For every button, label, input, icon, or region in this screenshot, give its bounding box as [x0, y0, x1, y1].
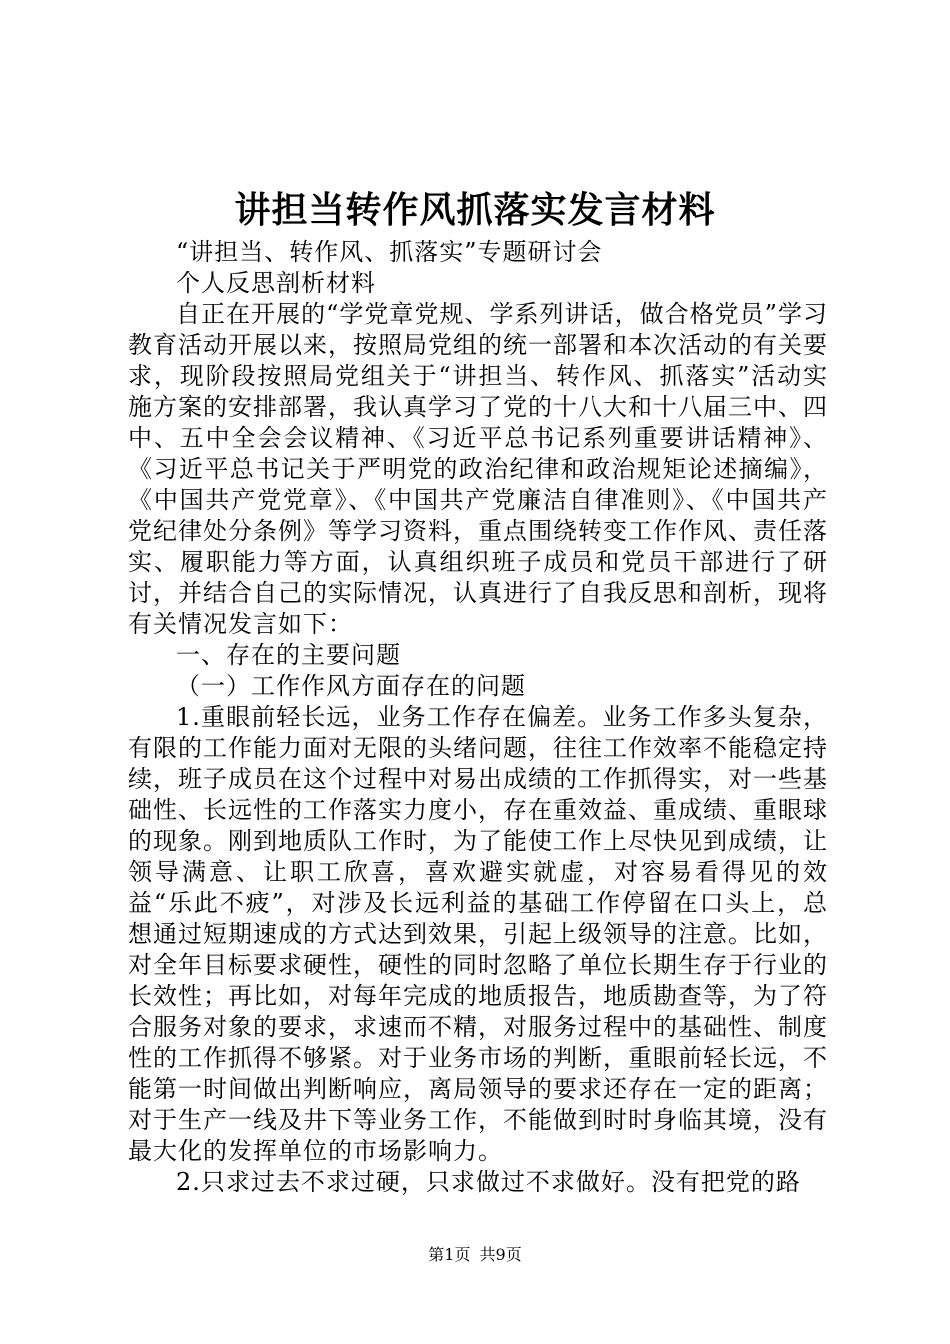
page-number: 第1页 [428, 1245, 471, 1264]
document-body [128, 237, 828, 1198]
body-paragraph-2: 2.只求过去不求过硬，只求做过不求做好。没有把党的路 [176, 1168, 801, 1196]
subtitle-line-2: 个人反思剖析材料 [176, 269, 376, 297]
subtitle-line-1: “讲担当、转作风、抓落实”专题研讨会 [176, 238, 603, 266]
document-title: 讲担当转作风抓落实发言材料 [234, 189, 716, 231]
intro-paragraph: 自正在开展的“学党章党规、学系列讲话，做合格党员”学习教育活动开展以来，按照局党组的统一部署和本次活动的有关要求，现阶段按照局党组关于“讲担当、转作风、抓落实”活动实施方案的安排部署，我认真学习了党的十八大和十八届三中、四中、五中全会会议精神、《习近平总书记系列重要讲话精神》、《习近平总书记关于严明党的政治纪律和政治规矩论述摘编》，《中国共产党党章》、《中国共产党廉洁自律准则》、《中国共产党纪律处分条例》等学习资料，重点围绕转变工作作风、责任落实、履职能力等方面，认真组织班子成员和党员干部进行了研讨，并结合自己的实际情况，认真进行了自我反思和剖析，现将有关情况发言如下： [128, 300, 828, 638]
subsection-heading-1: （一）工作作风方面存在的问题 [176, 672, 526, 700]
section-heading-1: 一、存在的主要问题 [176, 641, 401, 669]
page-footer [0, 1245, 950, 1265]
body-paragraph-1: 1.重眼前轻长远，业务工作存在偏差。业务工作多头复杂，有限的工作能力面对无限的头绪问题，往往工作效率不能稳定持续，班子成员在这个过程中对易出成绩的工作抓得实，对一些基础性、长远性的工作落实力度小，存在重效益、重成绩、重眼球的现象。刚到地质队工作时，为了能使工作上尽快见到成绩，让领导满意、让职工欣喜，喜欢避实就虚，对容易看得见的效益“乐此不疲”，对涉及长远利益的基础工作停留在口头上，总想通过短期速成的方式达到效果，引起上级领导的注意。比如，对全年目标要求硬性，硬性的同时忽略了单位长期生存于行业的长效性；再比如，对每年完成的地质报告，地质勘查等，为了符合服务对象的要求，求速而不精，对服务过程中的基础性、制度性的工作抓得不够紧。对于业务市场的判断，重眼前轻长远，不能第一时间做出判断响应，离局领导的要求还存在一定的距离；对于生产一线及井下等业务工作，不能做到时时身临其境，没有最大化的发挥单位的市场影响力。 [128, 703, 828, 1165]
page-total: 共9页 [479, 1245, 522, 1264]
